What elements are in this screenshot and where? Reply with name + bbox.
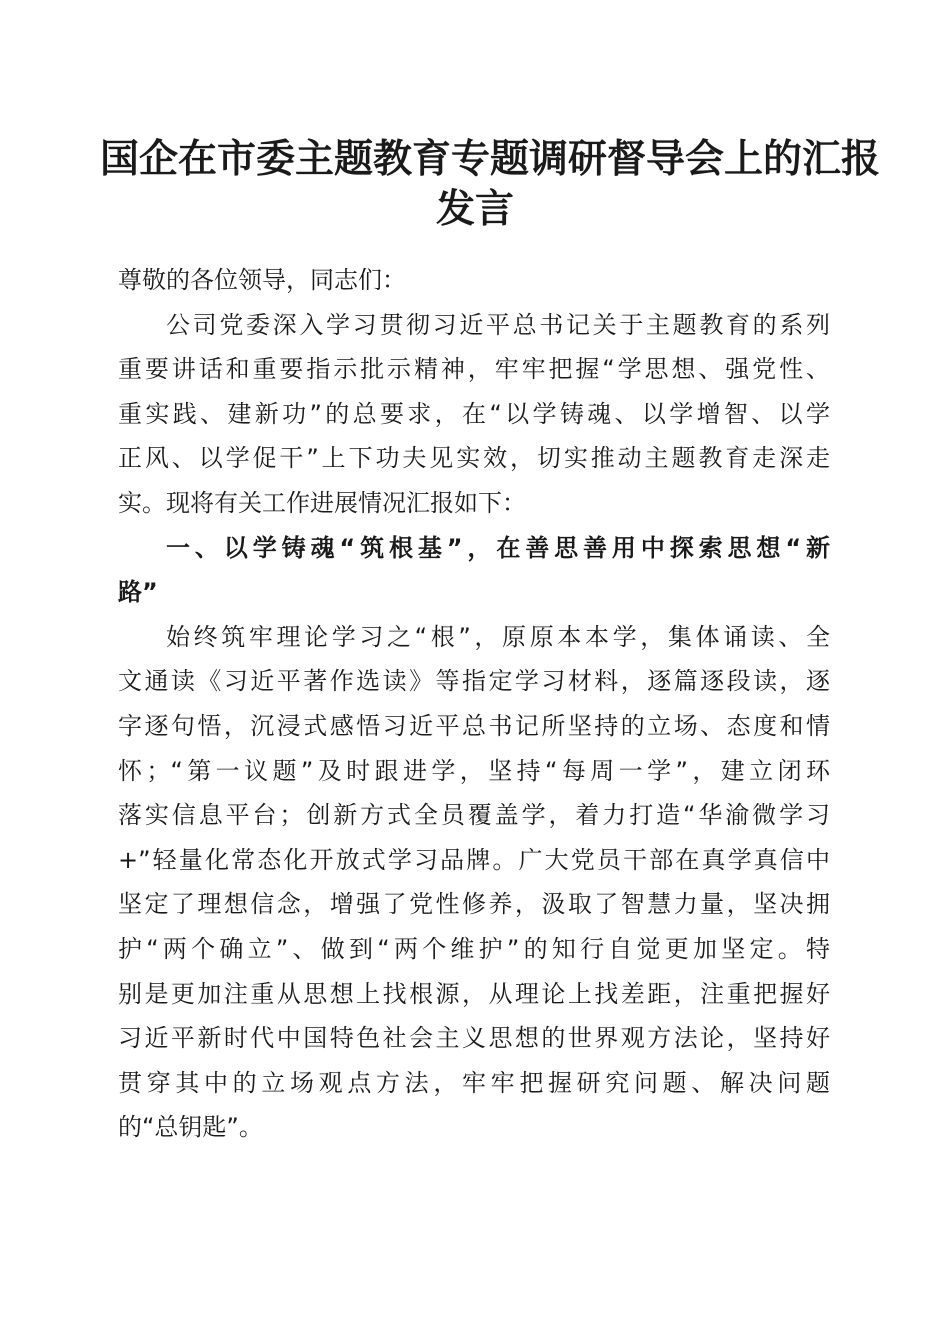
paragraph-line: 实。现将有关工作进展情况汇报如下：	[118, 488, 526, 517]
greeting-text: 尊敬的各位领导，同志们：	[118, 266, 406, 294]
paragraph-line: 重实践、建新功”的总要求，在“以学铸魂、以学增智、以学	[118, 399, 830, 428]
paragraph-line: 文通读《习近平著作选读》等指定学习材料，逐篇逐段读，逐	[118, 667, 830, 696]
paragraph-line: +”轻量化常态化开放式学习品牌。广大党员干部在真学真信中	[118, 845, 830, 874]
document-title	[100, 134, 881, 234]
paragraph-line: 贯穿其中的立场观点方法，牢牢把握研究问题、解决问题	[118, 1068, 830, 1097]
document-body	[118, 258, 830, 1150]
intro-paragraph	[118, 303, 830, 526]
paragraph-line: 护“两个确立”、做到“两个维护”的知行自觉更加坚定。特	[118, 934, 830, 963]
paragraph-line: 习近平新时代中国特色社会主义思想的世界观方法论，坚持好	[118, 1024, 830, 1053]
paragraph-line: 公司党委深入学习贯彻习近平总书记关于主题教育的系列	[166, 310, 830, 339]
paragraph-line: 字逐句悟，沉浸式感悟习近平总书记所坚持的立场、态度和情	[118, 711, 830, 740]
section-1-heading	[118, 526, 830, 615]
title-line-1: 国企在市委主题教育专题调研督导会上的汇报	[100, 136, 881, 182]
section-1-body	[118, 615, 830, 1150]
paragraph-line: 落实信息平台；创新方式全员覆盖学，着力打造“华渝微学习	[118, 801, 830, 830]
paragraph-line: 坚定了理想信念，增强了党性修养，汲取了智慧力量，坚决拥	[118, 890, 830, 919]
paragraph-line: 的“总钥匙”。	[118, 1113, 263, 1142]
heading-line: 一、以学铸魂“筑根基”，在善思善用中探索思想“新	[166, 533, 830, 562]
heading-line: 路”	[118, 578, 158, 607]
paragraph-line: 重要讲话和重要指示批示精神，牢牢把握“学思想、强党性、	[118, 355, 830, 384]
paragraph-line: 别是更加注重从思想上找根源，从理论上找差距，注重把握好	[118, 979, 830, 1008]
paragraph-line: 正风、以学促干”上下功夫见实效，切实推动主题教育走深走	[118, 444, 830, 473]
paragraph-line: 始终筑牢理论学习之“根”，原原本本学，集体诵读、全	[166, 622, 830, 651]
greeting-paragraph	[118, 258, 830, 303]
title-line-2: 发言	[435, 186, 514, 232]
paragraph-line: 怀；“第一议题”及时跟进学，坚持“每周一学”，建立闭环	[118, 756, 830, 785]
